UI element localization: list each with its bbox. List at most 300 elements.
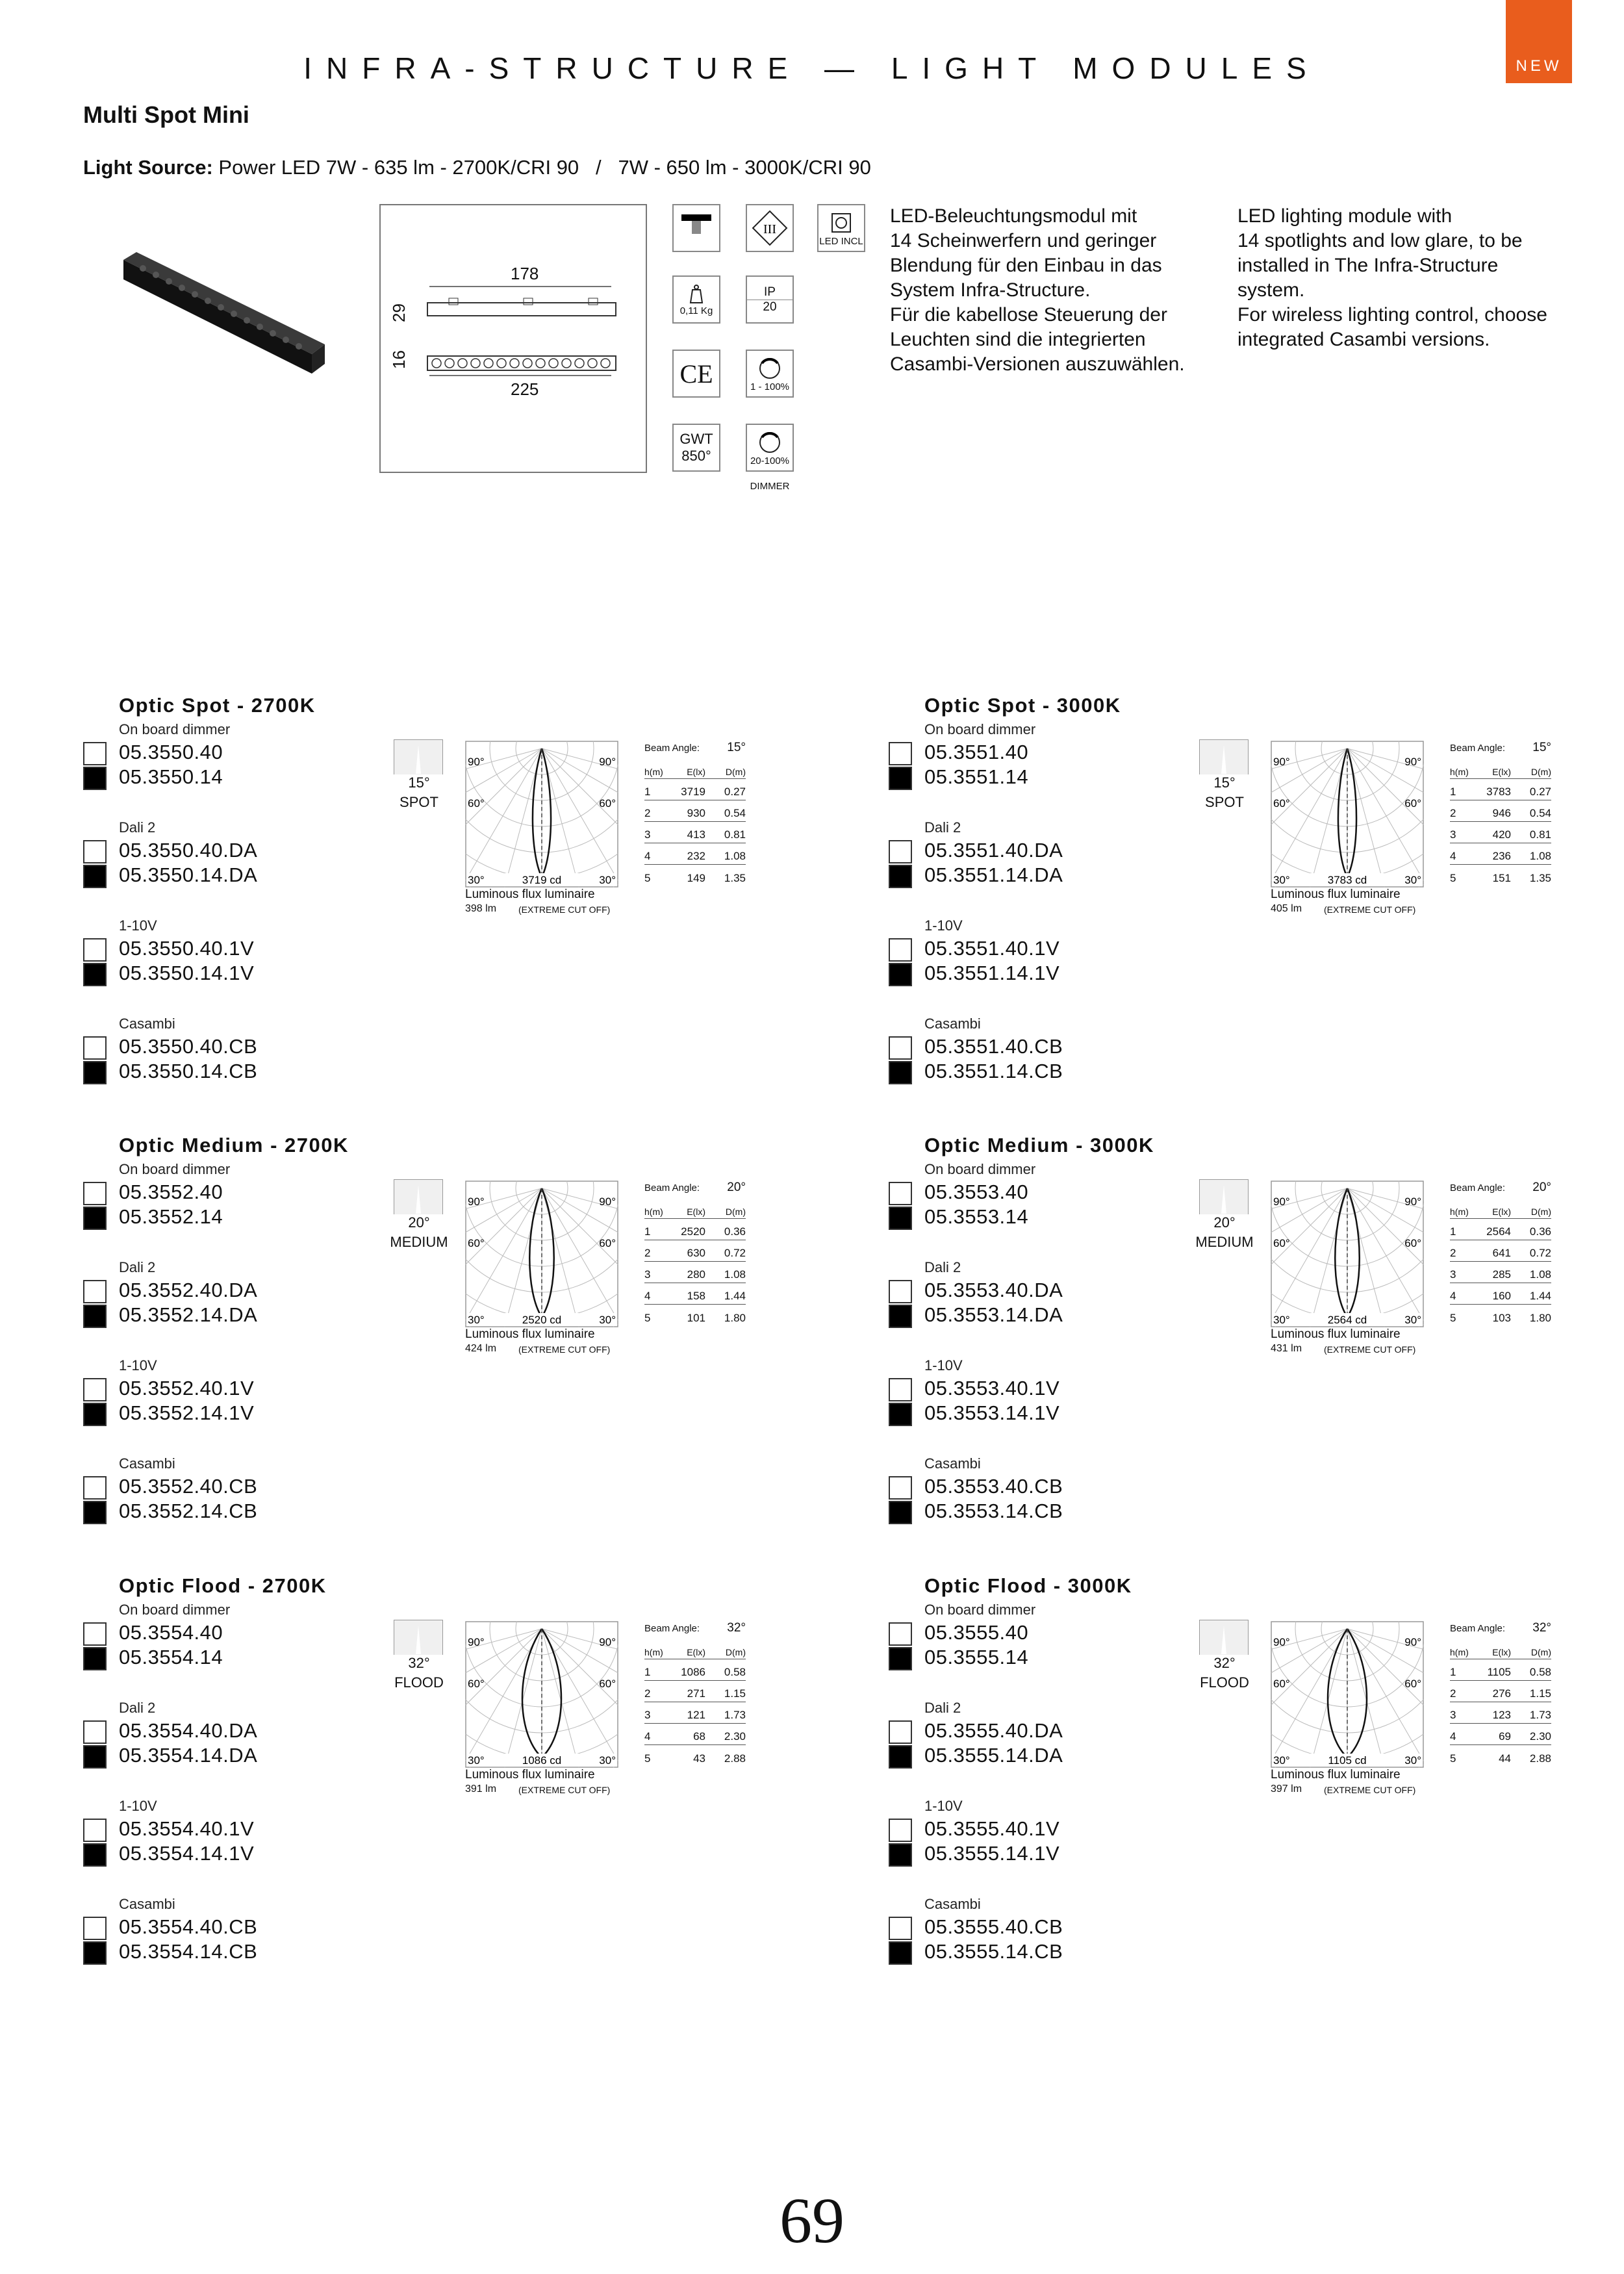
polar-diagram [465,741,618,888]
beam-angle-value: 32° [727,1621,746,1635]
col-h: h(m) [1450,767,1469,777]
table-row [1450,822,1551,843]
color-swatch-black [83,1207,107,1230]
desc-de-line: Leuchten sind die integrierten [890,329,1146,350]
cutoff-label: (EXTREME CUT OFF) [1324,1785,1416,1795]
driver-group-label: Casambi [119,1455,175,1472]
table-row [644,865,746,886]
cell-d: 0.27 [724,786,746,798]
color-swatch-black [889,1647,912,1670]
peak-intensity: 1086 cd [522,1754,562,1767]
cell-d: 1.73 [1529,1709,1551,1721]
article-code: 05.3555.40.CB [924,1915,1063,1938]
polar-diagram [1271,741,1424,888]
optic-type: SPOT [1205,794,1244,810]
article-code: 05.3555.14.1V [924,1842,1060,1865]
cell-d: 1.35 [724,872,746,884]
desc-en-line: integrated Casambi versions. [1237,329,1490,350]
polar-label-90-left: 90° [1273,756,1290,768]
color-swatch-black [889,1305,912,1328]
table-row [1450,865,1551,886]
col-d: D(m) [1530,767,1551,777]
polar-label-30-left: 30° [468,874,485,886]
color-swatch-black [889,1745,912,1769]
cell-h: 4 [1450,850,1456,862]
table-row [1450,1659,1551,1681]
color-swatch-white [83,742,107,765]
cell-d: 0.36 [1529,1225,1551,1238]
cell-e: 3719 [681,786,705,798]
color-swatch-white [83,1720,107,1744]
cutoff-label: (EXTREME CUT OFF) [1324,904,1416,915]
color-swatch-black [889,1501,912,1524]
cell-h: 4 [644,1730,651,1743]
dim-width-top: 178 [511,264,539,283]
driver-group-label: 1-10V [119,1357,157,1373]
article-code: 05.3555.14 [924,1646,1029,1668]
cell-e: 236 [1492,850,1511,862]
dimming-icon [757,355,783,381]
cell-d: 0.27 [1529,786,1551,798]
color-swatch-black [83,1501,107,1524]
cell-d: 2.30 [724,1730,746,1743]
article-code: 05.3550.40 [119,741,223,763]
polar-label-90-left: 90° [468,1195,485,1208]
weight-value: 0,11 Kg [679,305,713,316]
dim-range-icon [746,350,794,398]
polar-label-90-right: 90° [1404,1195,1421,1208]
polar-label-60-right: 60° [1404,1237,1421,1249]
article-code: 05.3554.40.CB [119,1915,258,1938]
driver-group-label: 1-10V [924,917,963,934]
table-header-row [644,1638,746,1659]
article-code: 05.3550.14.DA [119,863,258,886]
photometric-table [644,1618,746,1767]
color-swatch-white [889,1182,912,1205]
color-swatch-white [889,840,912,863]
polar-label-60-right: 60° [1404,797,1421,810]
color-swatch-black [83,1745,107,1769]
table-row [644,1702,746,1724]
article-code: 05.3552.40.DA [119,1279,258,1301]
col-d: D(m) [1530,1207,1551,1217]
cell-d: 0.58 [724,1666,746,1678]
polar-label-60-right: 60° [599,1237,616,1249]
polar-diagram [1271,1181,1424,1327]
driver-group-label: Casambi [924,1455,981,1472]
cell-e: 69 [1499,1730,1511,1743]
article-code: 05.3551.40.DA [924,839,1063,862]
cell-h: 5 [644,872,651,884]
cell-e: 2564 [1486,1225,1511,1238]
cell-e: 151 [1492,872,1511,884]
beam-angle-value: 15° [1532,741,1551,754]
weight-symbol-icon [685,283,707,305]
peak-intensity: 3783 cd [1327,874,1367,886]
beam-angle-label: Beam Angle: [1450,742,1506,754]
product-image [117,247,331,383]
article-code: 05.3550.14.1V [119,962,255,984]
color-swatch-white [83,1280,107,1303]
cell-e: 271 [687,1687,705,1700]
flux-value: 398 lm [465,903,497,914]
color-swatch-black [83,767,107,790]
description-en [1237,204,1575,352]
photometric-table [644,1178,746,1326]
cell-e: 1086 [681,1666,705,1678]
cutoff-label: (EXTREME CUT OFF) [518,1344,611,1355]
beam-angle-row [1450,1178,1551,1197]
ce-mark: CE [679,359,713,389]
col-e: E(lx) [1492,767,1511,777]
color-swatch-black [83,963,107,986]
gwt-value: 850° [681,448,711,464]
col-h: h(m) [644,1647,663,1657]
driver-group-label: Casambi [924,1896,981,1912]
col-e: E(lx) [687,1647,705,1657]
class-iii-text: III [763,222,776,236]
cell-h: 3 [1450,828,1456,841]
color-swatch-black [83,1403,107,1426]
cell-e: 232 [687,850,705,862]
table-row [644,1219,746,1240]
peak-intensity: 3719 cd [522,874,562,886]
polar-label-60-left: 60° [468,797,485,810]
cell-e: 1105 [1487,1666,1511,1678]
optic-angle: 20° [390,1214,448,1231]
polar-label-90-right: 90° [599,1195,616,1208]
cell-e: 101 [687,1312,705,1324]
flux-value: 431 lm [1271,1343,1302,1354]
col-e: E(lx) [1492,1207,1511,1217]
cell-e: 946 [1492,807,1511,819]
table-row [1450,1305,1551,1326]
led-incl-label: LED INCL [819,235,863,247]
polar-label-30-left: 30° [1273,1314,1290,1326]
polar-diagram [1271,1621,1424,1768]
article-code: 05.3552.40.1V [119,1377,255,1399]
cell-e: 123 [1492,1709,1511,1721]
new-badge [1506,0,1572,83]
cell-h: 1 [1450,1225,1456,1238]
polar-label-30-right: 30° [1404,1314,1421,1326]
cell-h: 2 [1450,1687,1456,1700]
color-swatch-black [83,1305,107,1328]
article-code: 05.3551.14.DA [924,863,1063,886]
cell-e: 68 [693,1730,705,1743]
table-row [644,1659,746,1681]
cell-h: 4 [1450,1730,1456,1743]
optic-angle: 32° [390,1655,448,1672]
cell-h: 1 [1450,1666,1456,1678]
polar-label-30-right: 30° [599,1754,616,1767]
desc-en-line: LED lighting module with [1237,205,1453,227]
color-swatch-white [889,938,912,962]
table-row [644,1240,746,1262]
class-icon [746,204,794,252]
color-swatch-black [889,1207,912,1230]
dimension-lines [381,205,646,472]
article-code: 05.3552.14.CB [119,1500,258,1522]
flux-value: 405 lm [1271,903,1302,914]
cell-h: 4 [644,850,651,862]
polar-diagram [465,1181,618,1327]
ip-icon [746,275,794,324]
beam-angle-value: 15° [727,741,746,754]
optic-section [806,1129,1611,1544]
article-code: 05.3551.14.CB [924,1060,1063,1082]
beam-angle-row [644,1178,746,1197]
table-row [644,800,746,822]
article-code: 05.3554.40.1V [119,1817,255,1840]
desc-de-line: System Infra-Structure. [890,279,1091,301]
optic-angle: 32° [1195,1655,1254,1672]
polar-diagram [465,1621,618,1768]
table-row [1450,1219,1551,1240]
col-d: D(m) [1530,1647,1551,1657]
dim-range-label: 1 - 100% [750,381,790,392]
color-swatch-white [889,1819,912,1842]
optic-section [0,689,806,1105]
optic-title: Optic Spot - 2700K [119,694,316,717]
cell-h: 1 [644,1225,651,1238]
cell-e: 160 [1492,1290,1511,1302]
color-swatch-white [889,1280,912,1303]
article-code: 05.3552.14 [119,1205,223,1228]
cell-d: 0.54 [724,807,746,819]
dim-width-bottom: 225 [511,379,539,399]
color-swatch-black [889,865,912,888]
cell-d: 1.44 [724,1290,746,1302]
polar-label-90-left: 90° [1273,1195,1290,1208]
polar-label-30-right: 30° [599,1314,616,1326]
driver-group-label: 1-10V [924,1357,963,1373]
color-swatch-black [889,1403,912,1426]
color-swatch-white [83,1622,107,1646]
cell-d: 1.15 [1529,1687,1551,1700]
article-code: 05.3555.40.1V [924,1817,1060,1840]
beam-angle-value: 32° [1532,1621,1551,1635]
driver-group-label: On board dimmer [924,721,1036,737]
article-code: 05.3551.40 [924,741,1029,763]
optic-section [0,1129,806,1544]
article-code: 05.3554.14.DA [119,1744,258,1767]
article-code: 05.3550.14 [119,765,223,788]
color-swatch-white [889,1036,912,1060]
cell-h: 2 [1450,1247,1456,1259]
col-e: E(lx) [687,1207,705,1217]
table-row [644,822,746,843]
technical-drawing [379,204,647,473]
article-code: 05.3550.40.CB [119,1035,258,1058]
photometric-table [1450,1618,1551,1767]
article-code: 05.3555.40 [924,1621,1029,1644]
cell-h: 5 [644,1312,651,1324]
driver-group-label: Dali 2 [119,1700,156,1716]
led-chip-icon [828,210,854,236]
cell-e: 121 [687,1709,705,1721]
color-swatch-black [83,1061,107,1084]
cell-h: 3 [644,1268,651,1281]
article-code: 05.3553.14 [924,1205,1029,1228]
light-source [83,156,871,179]
table-row [1450,1702,1551,1724]
table-row [1450,1745,1551,1767]
ip-value: 20 [747,300,793,314]
driver-group-label: Dali 2 [924,1259,961,1275]
optic-angle: 15° [390,774,448,791]
driver-group-label: Casambi [924,1016,981,1032]
desc-en-line: 14 spotlights and low glare, to be [1237,230,1523,251]
cell-d: 1.35 [1529,872,1551,884]
polar-label-60-left: 60° [468,1237,485,1249]
driver-group-label: Dali 2 [924,1700,961,1716]
cell-d: 0.72 [724,1247,746,1259]
table-row [644,1305,746,1326]
cell-e: 44 [1499,1752,1511,1765]
cell-h: 3 [644,1709,651,1721]
cell-h: 5 [1450,872,1456,884]
flux-label: Luminous flux luminaire [1271,888,1401,901]
beam-angle-row [1450,1618,1551,1638]
polar-label-90-left: 90° [468,1636,485,1648]
col-d: D(m) [725,1647,746,1657]
flux-value: 424 lm [465,1343,497,1354]
article-code: 05.3555.14.CB [924,1940,1063,1963]
col-h: h(m) [1450,1647,1469,1657]
cell-e: 930 [687,807,705,819]
optic-type: MEDIUM [390,1234,448,1250]
article-code: 05.3553.40.1V [924,1377,1060,1399]
article-code: 05.3555.14.DA [924,1744,1063,1767]
color-swatch-black [889,767,912,790]
article-code: 05.3550.40.1V [119,937,255,960]
gwt-label: GWT [679,431,713,447]
color-swatch-white [83,1917,107,1940]
article-code: 05.3552.14.1V [119,1401,255,1424]
color-swatch-white [83,1819,107,1842]
polar-label-90-left: 90° [468,756,485,768]
cutoff-label: (EXTREME CUT OFF) [518,1785,611,1795]
new-badge-label: NEW [1516,57,1562,75]
dimmer-range: 20-100% [750,455,790,466]
color-swatch-white [83,1378,107,1401]
beam-angle-row [1450,738,1551,758]
table-row [644,779,746,800]
article-code: 05.3552.40 [119,1181,223,1203]
optic-title: Optic Spot - 3000K [924,694,1121,717]
beam-angle-value: 20° [727,1181,746,1194]
driver-group-label: Dali 2 [119,819,156,836]
beam-angle-label: Beam Angle: [644,742,700,754]
cell-d: 1.44 [1529,1290,1551,1302]
driver-group-label: On board dimmer [924,1602,1036,1618]
table-row [1450,843,1551,865]
cell-d: 1.15 [724,1687,746,1700]
driver-group-label: On board dimmer [119,721,231,737]
cell-h: 1 [644,1666,651,1678]
polar-label-60-left: 60° [1273,797,1290,810]
peak-intensity: 2564 cd [1327,1314,1367,1326]
cell-d: 2.88 [724,1752,746,1765]
article-code: 05.3551.40.CB [924,1035,1063,1058]
flux-value: 391 lm [465,1783,497,1795]
table-row [644,1681,746,1702]
desc-de-line: LED-Beleuchtungsmodul mit [890,205,1137,227]
col-e: E(lx) [687,767,705,777]
flux-label: Luminous flux luminaire [1271,1768,1401,1782]
article-code: 05.3554.40.DA [119,1719,258,1742]
cell-h: 1 [644,786,651,798]
desc-en-line: installed in The Infra-Structure [1237,255,1499,276]
optic-section [806,1569,1611,1985]
cell-d: 0.58 [1529,1666,1551,1678]
color-swatch-white [889,1622,912,1646]
optic-title: Optic Medium - 2700K [119,1134,349,1156]
cell-e: 149 [687,872,705,884]
article-code: 05.3550.14.CB [119,1060,258,1082]
article-code: 05.3555.40.DA [924,1719,1063,1742]
polar-label-60-right: 60° [599,1678,616,1690]
table-row [644,1262,746,1283]
col-e: E(lx) [1492,1647,1511,1657]
cell-e: 630 [687,1247,705,1259]
beam-angle-row [644,738,746,758]
cell-h: 2 [1450,807,1456,819]
col-d: D(m) [725,767,746,777]
page-title: INFRA-STRUCTURE — LIGHT MODULES [303,51,1321,85]
cell-h: 4 [644,1290,651,1302]
polar-label-30-left: 30° [1273,1754,1290,1767]
polar-label-30-left: 30° [468,1754,485,1767]
dimmer-symbol-icon [757,429,783,455]
led-incl-icon [817,204,865,252]
cell-h: 2 [644,807,651,819]
driver-group-label: Casambi [119,1016,175,1032]
optic-angle: 20° [1195,1214,1254,1231]
ce-icon [672,350,720,398]
table-row [644,1283,746,1305]
light-source-label: Light Source: [83,156,213,179]
cell-e: 43 [693,1752,705,1765]
color-swatch-black [83,1647,107,1670]
cell-d: 0.72 [1529,1247,1551,1259]
article-code: 05.3550.40.DA [119,839,258,862]
ip-label: IP [764,285,776,299]
article-code: 05.3554.40 [119,1621,223,1644]
driver-group-label: Casambi [119,1896,175,1912]
cell-d: 0.81 [724,828,746,841]
desc-en-line: system. [1237,279,1305,301]
cell-h: 2 [644,1687,651,1700]
article-code: 05.3553.14.CB [924,1500,1063,1522]
color-swatch-black [83,1843,107,1867]
article-code: 05.3551.14 [924,765,1029,788]
cell-e: 413 [687,828,705,841]
optic-type: MEDIUM [1195,1234,1254,1250]
polar-label-90-left: 90° [1273,1636,1290,1648]
cell-e: 285 [1492,1268,1511,1281]
table-header-row [1450,1197,1551,1219]
table-row [1450,1724,1551,1745]
driver-group-label: On board dimmer [119,1161,231,1177]
cell-e: 280 [687,1268,705,1281]
cell-h: 3 [1450,1268,1456,1281]
table-header-row [644,1197,746,1219]
cell-h: 1 [1450,786,1456,798]
table-row [1450,1262,1551,1283]
weight-icon [672,275,720,324]
